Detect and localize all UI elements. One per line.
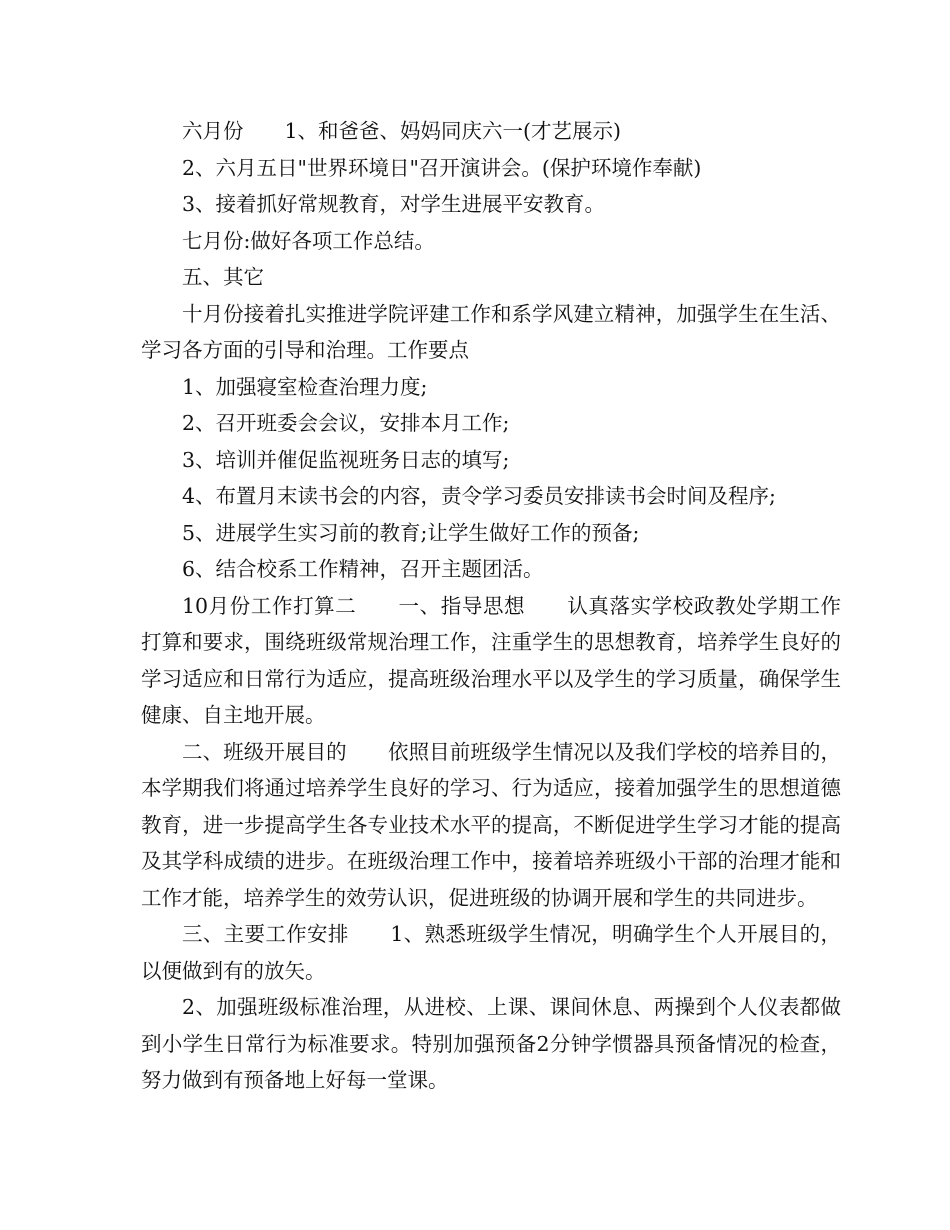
paragraph-june: 六月份 1、和爸爸、妈妈同庆六一(才艺展示)	[182, 119, 622, 143]
list-item: 6、结合校系工作精神，召开主题团活。	[182, 557, 544, 581]
paragraph-environment-day: 2、六月五日"世界环境日"召开演讲会。(保护环境作奉献)	[182, 155, 702, 180]
document-body	[141, 113, 841, 1099]
paragraph-class-management: 2、加强班级标准治理，从进校、上课、课间休息、两操到个人仪表都做到小学生日常行为标准要求。特别加强预备2分钟学惯器具预备情况的检查，努力做到有预备地上好每一堂课。	[141, 995, 841, 1092]
paragraph-main-work: 三、主要工作安排 1、熟悉班级学生情况，明确学生个人开展目的，以便做到有的放矢。	[141, 922, 841, 983]
list-item: 3、培训并催促监视班务日志的填写;	[182, 447, 510, 472]
paragraph-october: 十月份接着扎实推进学院评建工作和系学风建立精神，加强学生在生活、学习各方面的引导和治理。工作要点	[141, 301, 841, 362]
list-item: 4、布置月末读书会的内容，责令学习委员安排读书会时间及程序;	[182, 484, 776, 508]
paragraph-guiding-thought: 10月份工作打算二 一、指导思想 认真落实学校政教处学期工作打算和要求，围绕班级常规治理工作，注重学生的思想教育，培养学生良好的学习适应和日常行为适应，提高班级治理水平以及学生的学习质量，确保学生健康、自主地开展。	[141, 593, 841, 727]
paragraph-july: 七月份:做好各项工作总结。	[182, 228, 435, 253]
list-item: 2、召开班委会会议，安排本月工作;	[182, 411, 510, 435]
section-heading-other: 五、其它	[182, 265, 264, 289]
list-item: 5、进展学生实习前的教育;让学生做好工作的预备;	[182, 520, 640, 545]
paragraph-class-goals: 二、班级开展目的 依照目前班级学生情况以及我们学校的培养目的，本学期我们将通过培养学生良好的学习、行为适应，接着加强学生的思想道德教育，进一步提高学生各专业技术水平的提高，不断促进学生学习才能的提高及其学科成绩的进步。在班级治理工作中，接着培养班级小干部的治理才能和工作才能，培养学生的效劳认识，促进班级的协调开展和学生的共同进步。	[141, 739, 841, 910]
list-item: 1、加强寝室检查治理力度;	[182, 374, 428, 399]
paragraph-safety-education: 3、接着抓好常规教育，对学生进展平安教育。	[182, 192, 606, 216]
